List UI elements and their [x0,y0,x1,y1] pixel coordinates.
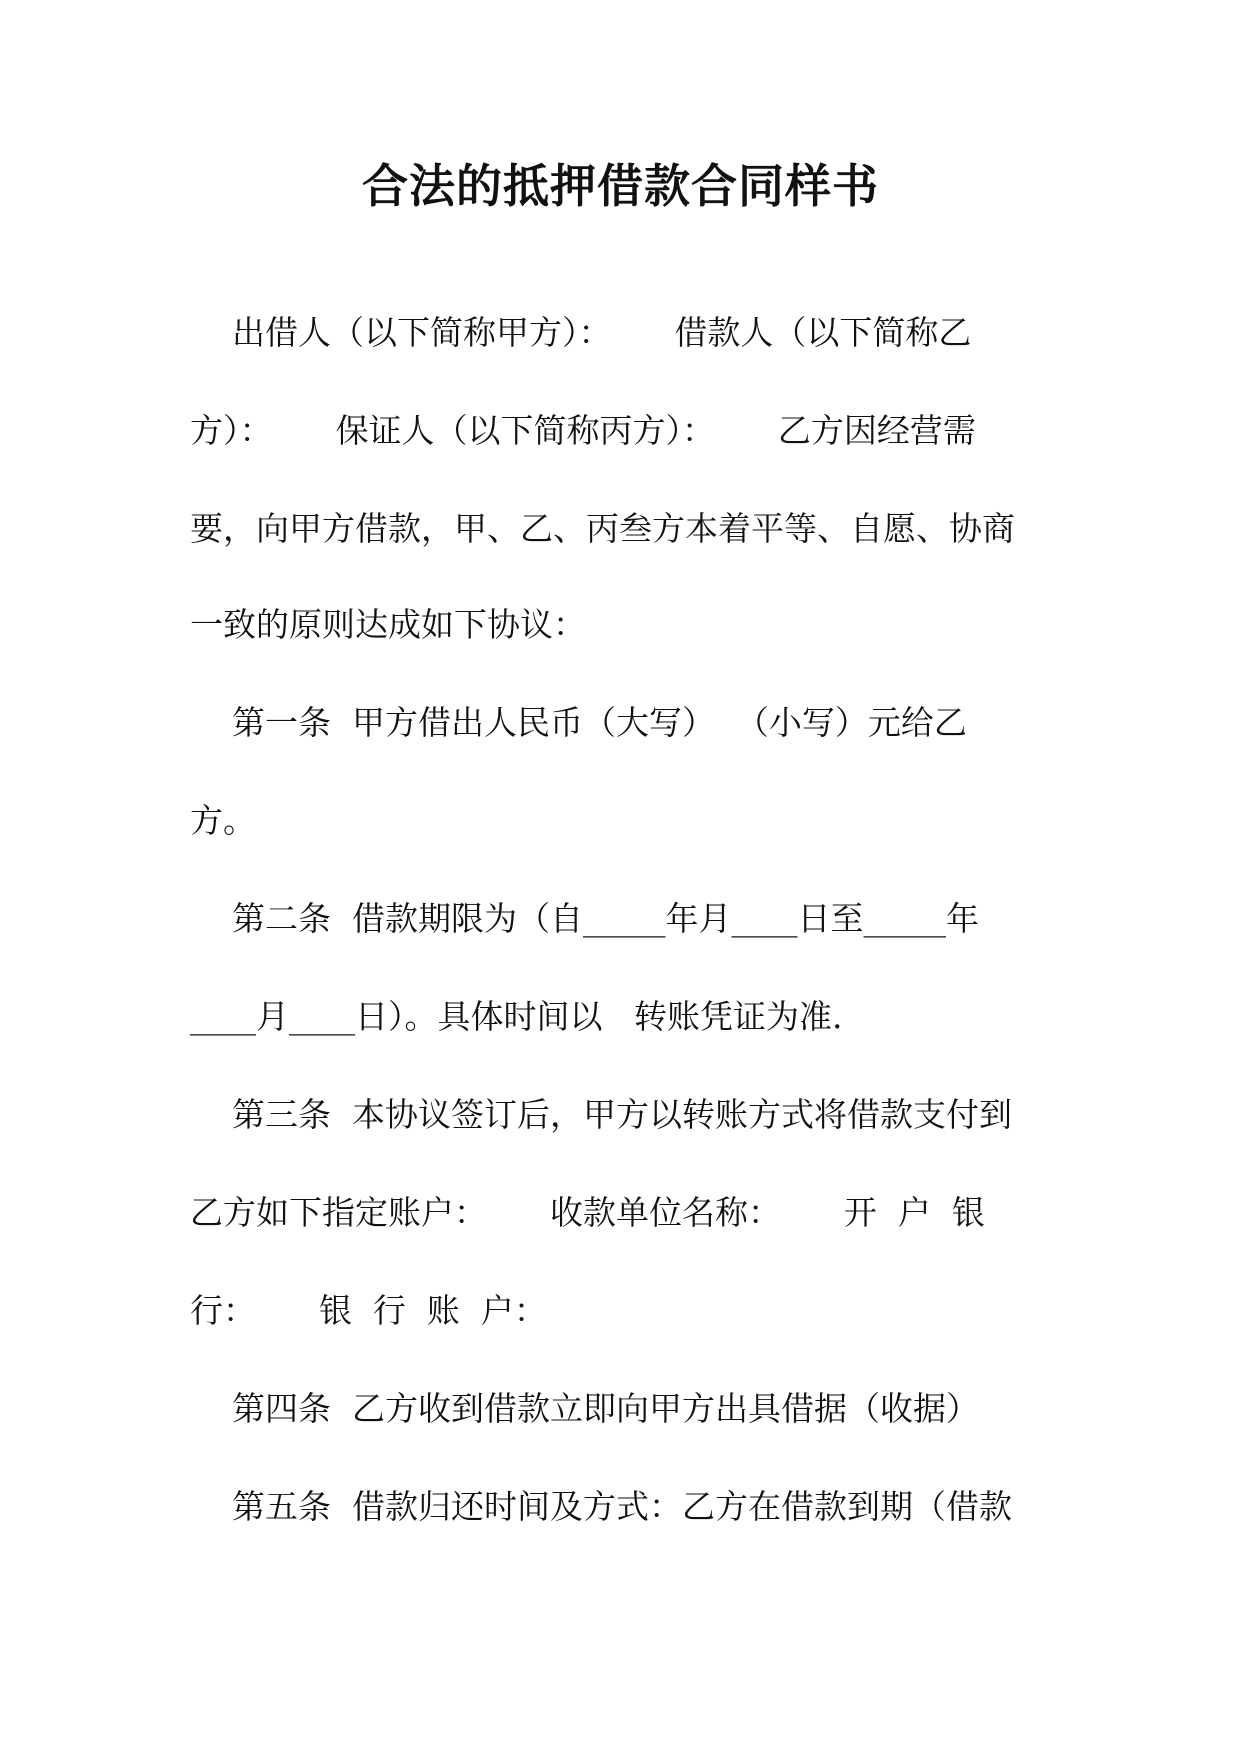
paragraph-line: 行： 银 行 账 户： [190,1291,547,1330]
paragraph-line: 乙方如下指定账户： 收款单位名称： 开 户 银 [190,1193,985,1232]
paragraph-line: 出借人（以下简称甲方）： 借款人（以下简称乙 [190,313,972,352]
paragraph-line: ____月____日）。具体时间以 转账凭证为准. [190,997,843,1036]
paragraph-line: 第三条 本协议签订后，甲方以转账方式将借款支付到 [190,1095,1012,1134]
paragraph-line: 第二条 借款期限为（自_____年月____日至_____年 [190,899,979,938]
document-title: 合法的抵押借款合同样书 [362,159,879,213]
paragraph-line: 方）： 保证人（以下简称丙方）： 乙方因经营需 [190,411,976,450]
paragraph-line: 第五条 借款归还时间及方式：乙方在借款到期（借款 [190,1487,1012,1526]
paragraph-line: 第四条 乙方收到借款立即向甲方出具借据（收据） [190,1389,979,1428]
paragraph-line: 一致的原则达成如下协议： [190,605,586,644]
paragraph-line: 第一条 甲方借出人民币（大写） （小写）元给乙 [190,703,967,742]
paragraph-line: 要，向甲方借款，甲、乙、丙叁方本着平等、自愿、协商 [190,509,1015,548]
paragraph-line: 方。 [190,801,256,840]
